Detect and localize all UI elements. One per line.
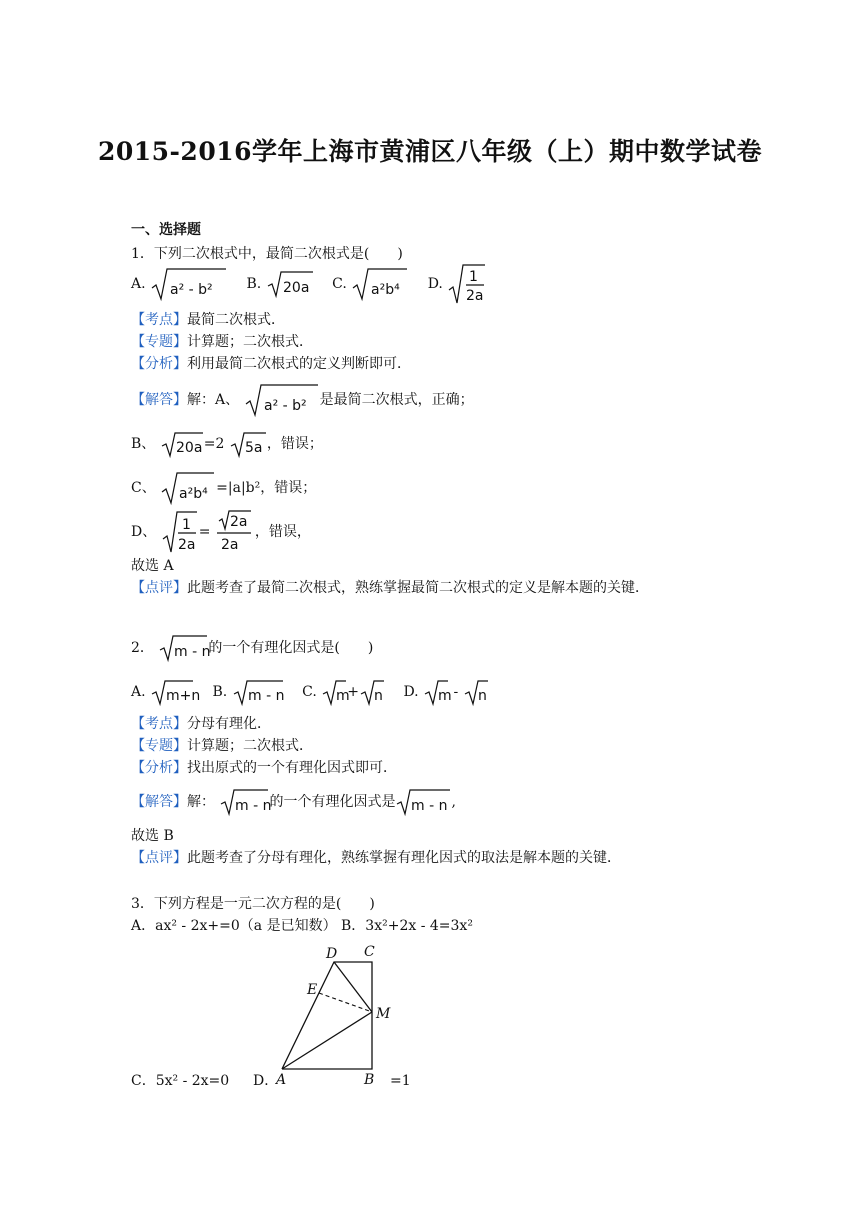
q1-choice: 故选 A bbox=[131, 558, 174, 574]
figure-outline bbox=[282, 962, 372, 1069]
q3-options-ab: A．ax² - 2x+=0（a 是已知数） B．3x²+2x - 4=3x² bbox=[131, 918, 473, 934]
q1-d-radical bbox=[161, 509, 199, 555]
svg-text:m+n: m+n bbox=[166, 688, 201, 704]
q1-optA-label: A. bbox=[131, 276, 146, 292]
q2-optC-radical1 bbox=[321, 678, 350, 706]
q1-b-line: B、 20a =2 5a ，错误； bbox=[131, 428, 323, 460]
svg-text:m - n: m - n bbox=[174, 644, 211, 660]
q2-optA-radical bbox=[150, 678, 201, 706]
q1-optB-radical bbox=[266, 269, 314, 299]
q2-choice: 故选 B bbox=[131, 828, 174, 844]
q2-stem: 2． m - n 的一个有理化因式是( ) bbox=[131, 630, 373, 666]
svg-text:2a: 2a bbox=[220, 537, 239, 553]
q1-optD-label: D. bbox=[427, 276, 443, 292]
q1-fenxi: 【分析】利用最简二次根式的定义判断即可． bbox=[131, 356, 411, 372]
svg-text:a²b⁴: a²b⁴ bbox=[371, 282, 400, 298]
svg-text:20a: 20a bbox=[282, 280, 310, 296]
q1-optB-label: B. bbox=[246, 276, 262, 292]
figure-line-DM bbox=[334, 962, 372, 1012]
section-heading: 一、选择题 bbox=[131, 222, 201, 238]
q1-stem: 1．下列二次根式中，最简二次根式是( ) bbox=[131, 246, 403, 262]
q1-b-radical1 bbox=[160, 430, 204, 458]
q2-dianping: 【点评】此题考查了分母有理化，熟练掌握有理化因式的取法是解本题的关键． bbox=[131, 850, 621, 866]
svg-text:m - n: m - n bbox=[411, 798, 448, 814]
label-M: M bbox=[376, 1006, 391, 1022]
q1-zhuanti: 【专题】计算题；二次根式． bbox=[131, 334, 313, 350]
q2-optB-radical bbox=[232, 678, 284, 706]
q1-c-radical bbox=[160, 470, 216, 506]
q1-c-line: C、 a²b⁴ =|a|b²，错误； bbox=[131, 468, 316, 508]
q2-stem-radical bbox=[158, 633, 211, 663]
svg-text:2a: 2a bbox=[229, 514, 248, 530]
q1-optC-label: C. bbox=[332, 276, 347, 292]
label-B: B bbox=[364, 1072, 375, 1088]
label-C: C bbox=[364, 944, 375, 960]
q1-jieda-radical bbox=[244, 382, 320, 418]
q2-optD-radical1 bbox=[423, 678, 452, 706]
q2-kaodian: 【考点】分母有理化． bbox=[131, 716, 271, 732]
q3-optC: C．5x² - 2x=0 bbox=[131, 1073, 230, 1089]
q1-optD-radical bbox=[447, 262, 487, 306]
label-A: A bbox=[276, 1072, 287, 1088]
q2-jieda-radical1 bbox=[219, 787, 272, 817]
svg-text:5a: 5a bbox=[244, 440, 263, 456]
q1-optC-radical bbox=[351, 266, 409, 302]
svg-text:1: 1 bbox=[181, 517, 191, 533]
q3-optD: D． bbox=[253, 1073, 279, 1089]
q1-jieda: 【解答】解：A、 a² - b² 是最简二次根式，正确； bbox=[131, 380, 474, 420]
q1-d-line: D、 1 2a = 2a 2a ，错误， bbox=[131, 508, 311, 556]
q1-kaodian: 【考点】最简二次根式． bbox=[131, 312, 285, 328]
q2-fenxi: 【分析】找出原式的一个有理化因式即可． bbox=[131, 760, 397, 776]
label-D: D bbox=[326, 946, 338, 962]
svg-text:20a: 20a bbox=[175, 440, 203, 456]
svg-text:2a: 2a bbox=[177, 537, 196, 553]
q2-zhuanti: 【专题】计算题；二次根式． bbox=[131, 738, 313, 754]
svg-text:m - n: m - n bbox=[235, 798, 272, 814]
svg-text:n: n bbox=[373, 688, 383, 704]
svg-text:2a: 2a bbox=[466, 288, 484, 304]
svg-text:m: m bbox=[336, 688, 350, 704]
svg-text:1: 1 bbox=[469, 269, 479, 285]
geometry-figure bbox=[272, 942, 412, 1092]
q2-optC-radical2 bbox=[359, 678, 385, 706]
q2-jieda-radical2 bbox=[395, 787, 451, 817]
q1-dianping: 【点评】此题考查了最简二次根式，熟练掌握最简二次根式的定义是解本题的关键． bbox=[131, 580, 649, 596]
svg-text:n: n bbox=[477, 688, 487, 704]
q1-options bbox=[131, 262, 487, 306]
q2-optD-radical2 bbox=[463, 678, 489, 706]
svg-text:m - n: m - n bbox=[247, 688, 285, 704]
q1-optA-radical bbox=[150, 266, 228, 302]
label-E: E bbox=[307, 982, 318, 998]
q1-d-fraction bbox=[215, 509, 255, 555]
svg-text:a² - b²: a² - b² bbox=[263, 398, 307, 414]
svg-text:a² - b²: a² - b² bbox=[170, 282, 213, 298]
q3-tail: =1 bbox=[390, 1073, 411, 1089]
svg-text:a²b⁴: a²b⁴ bbox=[179, 486, 208, 502]
svg-text:m: m bbox=[438, 688, 452, 704]
q2-jieda: 【解答】解： m - n 的一个有理化因式是 m - n , bbox=[131, 784, 456, 820]
q2-options: A. m+n B. m - n C. m + n D. m - n bbox=[131, 676, 489, 708]
page-title: 2015-2016学年上海市黄浦区八年级（上）期中数学试卷 bbox=[97, 137, 763, 166]
q1-b-radical2 bbox=[229, 430, 267, 458]
q3-stem: 3．下列方程是一元二次方程的是( ) bbox=[131, 896, 375, 912]
